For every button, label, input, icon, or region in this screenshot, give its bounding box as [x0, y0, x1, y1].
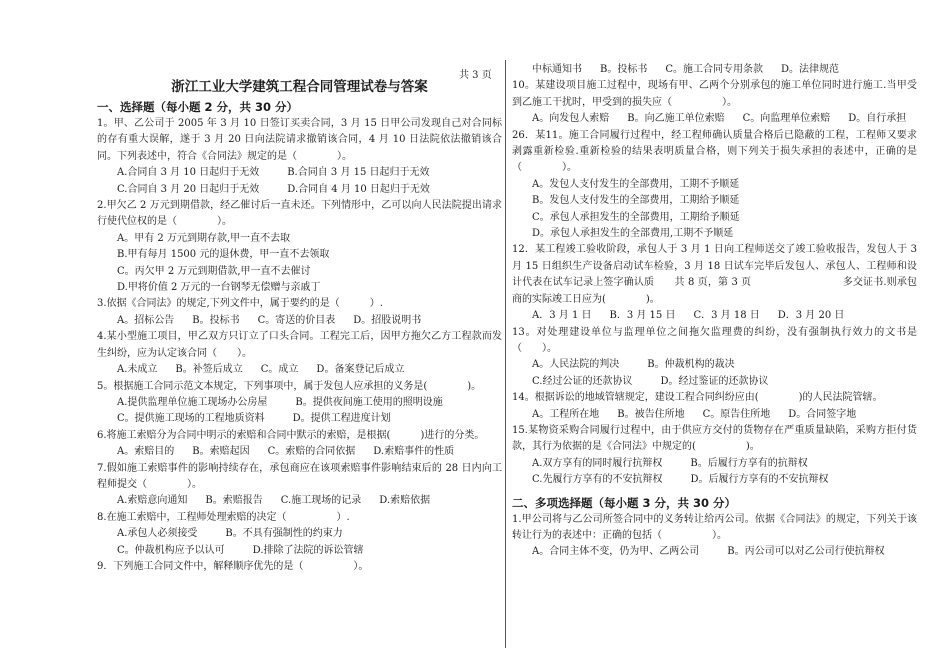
column-divider: [505, 60, 506, 648]
answer-option: C.经过公证的还款协议: [532, 375, 633, 387]
answer-option: D.排除了法院的诉讼管辖: [252, 544, 364, 556]
answer-option: D。法律规范: [781, 64, 840, 75]
answer-option: C.先履行方享有的不安抗辩权: [532, 474, 663, 486]
answer-option: B.甲有每月 1500 元的退休费，甲一直不去领取: [117, 249, 330, 261]
question-text: 8.在施工索赔中，工程师处理索赔的决定（ ）.: [97, 511, 350, 523]
answer-options-row: [512, 374, 917, 390]
answer-option: D。承包人承担发生的全部费用,工期不予顺延: [532, 228, 734, 240]
answer-option: A.双方享有的同时履行抗辩权: [532, 457, 663, 469]
answer-option: C。仲裁机构应予以认可: [117, 544, 225, 556]
answer-option: D.索赔依据: [379, 495, 431, 507]
answer-option: C．3 月 18 日: [693, 310, 760, 322]
answer-option: C。施工合同专用条款: [665, 64, 764, 75]
answer-options-row: [512, 456, 917, 472]
answer-option: D.甲将价值 2 万元的一台钢琴无偿赠与亲戚丁: [117, 282, 321, 294]
question-text: 4.某小型施工项目，甲乙双方只订立了口头合同。工程完工后，因甲方拖欠乙方工程款而发生纠纷，应为认定该合同（ ）。: [97, 331, 502, 359]
answer-option: D.合同自 4 月 10 日起归于无效: [287, 183, 430, 195]
answer-option: A.承包人必须接受: [117, 528, 198, 540]
question-text: 26．某11。施工合同履行过程中，经工程师确认质量合格后已隐蔽的工程，工程师又要求剥露重新检验.重新检验的结果表明质量合格，则下列关于损失承担的表述中，正确的是（ ）。: [512, 129, 917, 174]
answer-options-row: [512, 407, 917, 423]
answer-option: B。投标书: [600, 64, 648, 75]
answer-option: C.施工现场的记录: [280, 495, 362, 507]
answer-options-row: [97, 444, 502, 460]
answer-option: A。向发包人索赔: [532, 113, 610, 125]
left-column: [97, 78, 502, 575]
answer-options-row: [97, 493, 502, 509]
answer-option: B。后履行方享有的抗辩权: [690, 457, 808, 469]
answer-options-row: [512, 62, 917, 78]
right-column: [512, 62, 917, 561]
answer-option: D。招股说明书: [353, 314, 422, 326]
answer-option: C.合同自 3 月 20 日起归于无效: [117, 183, 260, 195]
answer-options-row: [97, 395, 502, 411]
answer-option: C。原告住所地: [702, 408, 771, 420]
answer-options-row: [512, 111, 917, 127]
question-text: 12．某工程竣工验收阶段，承包人于 3 月 1 日向工程师送交了竣工验收报告，发包人于 3 月 15 日组织生产设备启动试车检验，3 月 18 日试车完毕后发包人、承包人、工程师和设计代表在试车记录上签字确认质 共 8 页，第 3 页 多交证书.则承包商的实际竣工日应为( )。: [512, 244, 917, 305]
answer-option: B。仲裁机构的裁决: [647, 359, 735, 371]
answer-option: C。索赔的合同依据: [267, 446, 356, 458]
answer-option: A。甲有 2 万元到期存款,甲一直不去取: [117, 232, 291, 244]
answer-option: B。索赔起因: [192, 446, 250, 458]
answer-option: C。向监理单位索赔: [742, 113, 831, 125]
answer-option: B。索赔报告: [205, 495, 263, 507]
answer-option: B。发包人支付发生的全部费用，工期给予顺延: [532, 195, 740, 207]
answer-options-row: [97, 165, 502, 181]
answer-option: A。合同主体不变，仍为甲、乙两公司: [532, 546, 700, 558]
answer-option: C。提供施工现场的工程地质资料: [117, 413, 265, 425]
answer-option: C。承包人承担发生的全部费用，工期给予顺延: [532, 211, 740, 223]
answer-options-row: [97, 526, 502, 542]
answer-option: A.合同自 3 月 10 日起归于无效: [117, 167, 260, 179]
answer-option: A。人民法院的判决: [532, 359, 620, 371]
answer-options-row: [512, 308, 917, 324]
question-text: 13。对处理建设单位与监理单位之间拖欠监理费的纠纷，没有强制执行效力的文书是（ ）。: [512, 326, 917, 354]
section-heading: 二、多项选择题（每小题 3 分，共 30 分）: [512, 495, 737, 510]
answer-option: B。投标书: [192, 314, 240, 326]
document-title: 浙江工业大学建筑工程合同管理试卷与答案: [171, 79, 428, 95]
answer-option: A。工程所在地: [532, 408, 600, 420]
answer-option: B。提供夜间施工使用的照明设施: [295, 396, 443, 408]
answer-option: D。后履行方享有的不安抗辩权: [690, 474, 829, 486]
answer-option: A。招标公告: [117, 314, 175, 326]
question-text: 2.甲欠乙 2 万元到期借款，经乙催讨后一直未还。下列情形中，乙可以向人民法院提出请求行使代位权的是（ ）。: [97, 200, 502, 228]
answer-options-row: [512, 357, 917, 373]
question-text: 14。根据诉讼的地域管辖规定，建设工程合同纠纷应由( )的人民法院管辖。: [512, 392, 883, 404]
answer-option: C。寄送的价目表: [257, 314, 336, 326]
answer-option: D。自行承担: [848, 113, 907, 125]
answer-options-row: [97, 362, 502, 378]
page-count-tag: 共 3 页: [459, 70, 492, 81]
answer-option: D。经过鉴证的还款协议: [660, 375, 769, 387]
answer-option: A.索赔意向通知: [117, 495, 188, 507]
answer-option: B。丙公司可以对乙公司行使抗辩权: [727, 546, 885, 558]
answer-option: 中标通知书: [532, 64, 582, 75]
answer-options-row: [97, 411, 502, 427]
answer-option: B.合同自 3 月 15 日起归于无效: [287, 167, 430, 179]
answer-option: D.索赔事件的性质: [373, 446, 455, 458]
section-heading: 一、选择题（每小题 2 分，共 30 分）: [97, 100, 299, 114]
question-text: 9．下列施工合同文件中，解释顺序优先的是（ ）。: [97, 560, 369, 572]
answer-option: B。被告住所地: [617, 408, 685, 420]
answer-options-row: [512, 472, 917, 488]
answer-option: B。补签后成立: [175, 364, 243, 376]
answer-options-row: [512, 544, 917, 560]
question-text: 5。根据施工合同示范文本规定，下列事项中，属于发包人应承担的义务是( )。: [97, 380, 482, 392]
question-text: 15.某物资采购合同履行过程中，由于供应方交付的货物存在严重质量缺陷，采购方拒付货款，其行为依据的是《合同法》中规定的( )。: [512, 424, 917, 453]
answer-option: B。向乙施工单位索赔: [627, 113, 725, 125]
answer-option: A．3 月 1 日: [532, 310, 592, 322]
answer-option: C。丙欠甲 2 万元到期借款,甲一直不去催讨: [117, 265, 311, 277]
answer-option: B．3 月 15 日: [609, 310, 676, 322]
answer-options-row: [97, 543, 502, 559]
answer-option: D。提供工程进度计划: [292, 413, 391, 425]
question-text: 6.将施工索赔分为合同中明示的索赔和合同中默示的索赔，是根据( )进行的分类。: [97, 429, 485, 441]
question-text: 1.甲公司将与乙公司所签合同中的义务转让给丙公司。依据《合同法》的规定，下列关于该转让行为的表述中：正确的包括（ ）。: [512, 513, 917, 541]
answer-option: C。成立: [260, 364, 299, 376]
answer-option: D．3 月 20 日: [777, 310, 845, 322]
question-text: 10。某建设项目施工过程中，现场有甲、乙两个分别承包的施工单位同时进行施工.当甲受到乙施工干扰时，甲受到的损失应（ ）。: [512, 80, 917, 108]
answer-option: D。备案登记后成立: [316, 364, 405, 376]
question-text: 1。甲、乙公司于 2005 年 3 月 10 日签订买卖合同，3 月 15 日甲公司发现自己对合同标的存有重大误解，遂于 3 月 20 日向法院请求撤销该合同，4 月 10 日法院依法撤销该合同。下列表述中，符合《合同法》规定的是（ ）。: [97, 118, 502, 162]
answer-option: D。合同签字地: [788, 408, 857, 420]
question-text: 7.假如施工索赔事件的影响持续存在，承包商应在该项索赔事件影响结束后的 28 日内向工程师提交（ ）。: [97, 462, 502, 490]
question-text: 3.依据《合同法》的规定,下列文件中，属于要约的是（ ）.: [97, 298, 383, 310]
answer-option: A.未成立: [117, 364, 158, 376]
answer-option: A。索赔目的: [117, 446, 175, 458]
answer-options-row: [97, 182, 502, 198]
answer-options-row: [97, 313, 502, 329]
answer-option: A。发包人支付发生的全部费用，工期不予顺延: [532, 178, 740, 190]
answer-option: A.提供监理单位施工现场办公房屋: [117, 396, 268, 408]
answer-option: B。不具有强制性的约束力: [225, 528, 343, 540]
